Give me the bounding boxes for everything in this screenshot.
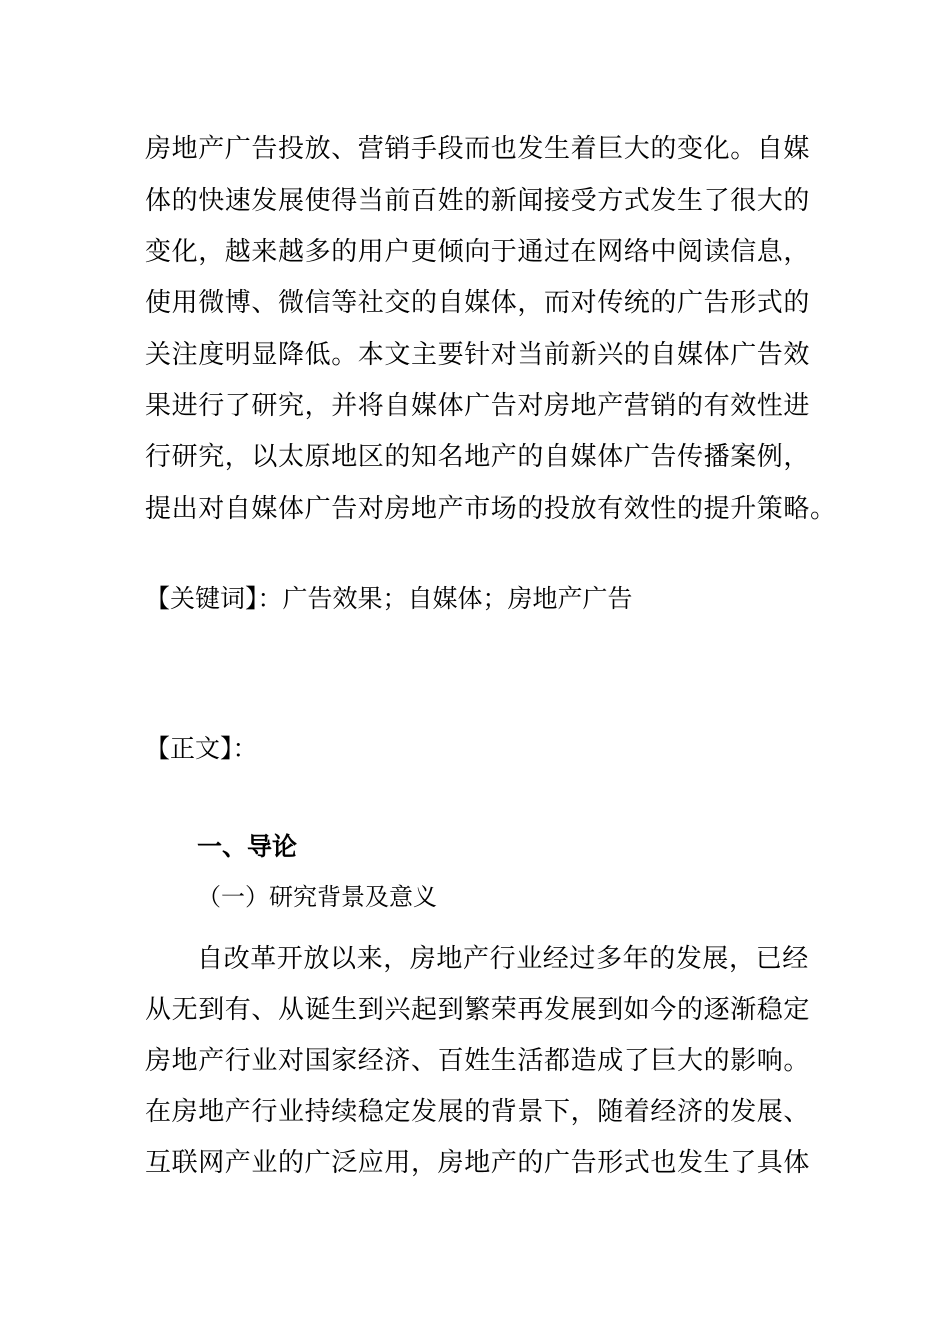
keywords-line: 【关键词】：广告效果；自媒体；房地产广告 (145, 584, 633, 613)
section-subheading: （一）研究背景及意义 (197, 883, 437, 911)
abstract-line: 使用微博、微信等社交的自媒体，而对传统的广告形式的 (145, 288, 811, 318)
abstract-line: 行研究，以太原地区的知名地产的自媒体广告传播案例， (145, 442, 811, 472)
abstract-line: 体的快速发展使得当前百姓的新闻接受方式发生了很大的 (145, 186, 811, 216)
body-line: 房地产行业对国家经济、百姓生活都造成了巨大的影响。 (145, 1046, 811, 1076)
body-line: 从无到有、从诞生到兴起到繁荣再发展到如今的逐渐稳定 (145, 995, 811, 1025)
abstract-line: 提出对自媒体广告对房地产市场的投放有效性的提升策略。 (145, 494, 837, 524)
body-label: 【正文】： (145, 734, 258, 763)
body-line: 在房地产行业持续稳定发展的背景下，随着经济的发展、 (145, 1097, 811, 1127)
section-heading: 一、导论 (197, 832, 298, 861)
abstract-line: 关注度明显降低。本文主要针对当前新兴的自媒体广告效 (145, 340, 811, 370)
abstract-line: 房地产广告投放、营销手段而也发生着巨大的变化。自媒 (145, 134, 811, 164)
body-line: 互联网产业的广泛应用，房地产的广告形式也发生了具体 (145, 1148, 811, 1178)
abstract-line: 变化，越来越多的用户更倾向于通过在网络中阅读信息， (145, 237, 811, 267)
body-line: 自改革开放以来，房地产行业经过多年的发展，已经 (197, 944, 809, 974)
abstract-line: 果进行了研究，并将自媒体广告对房地产营销的有效性进 (145, 391, 811, 421)
